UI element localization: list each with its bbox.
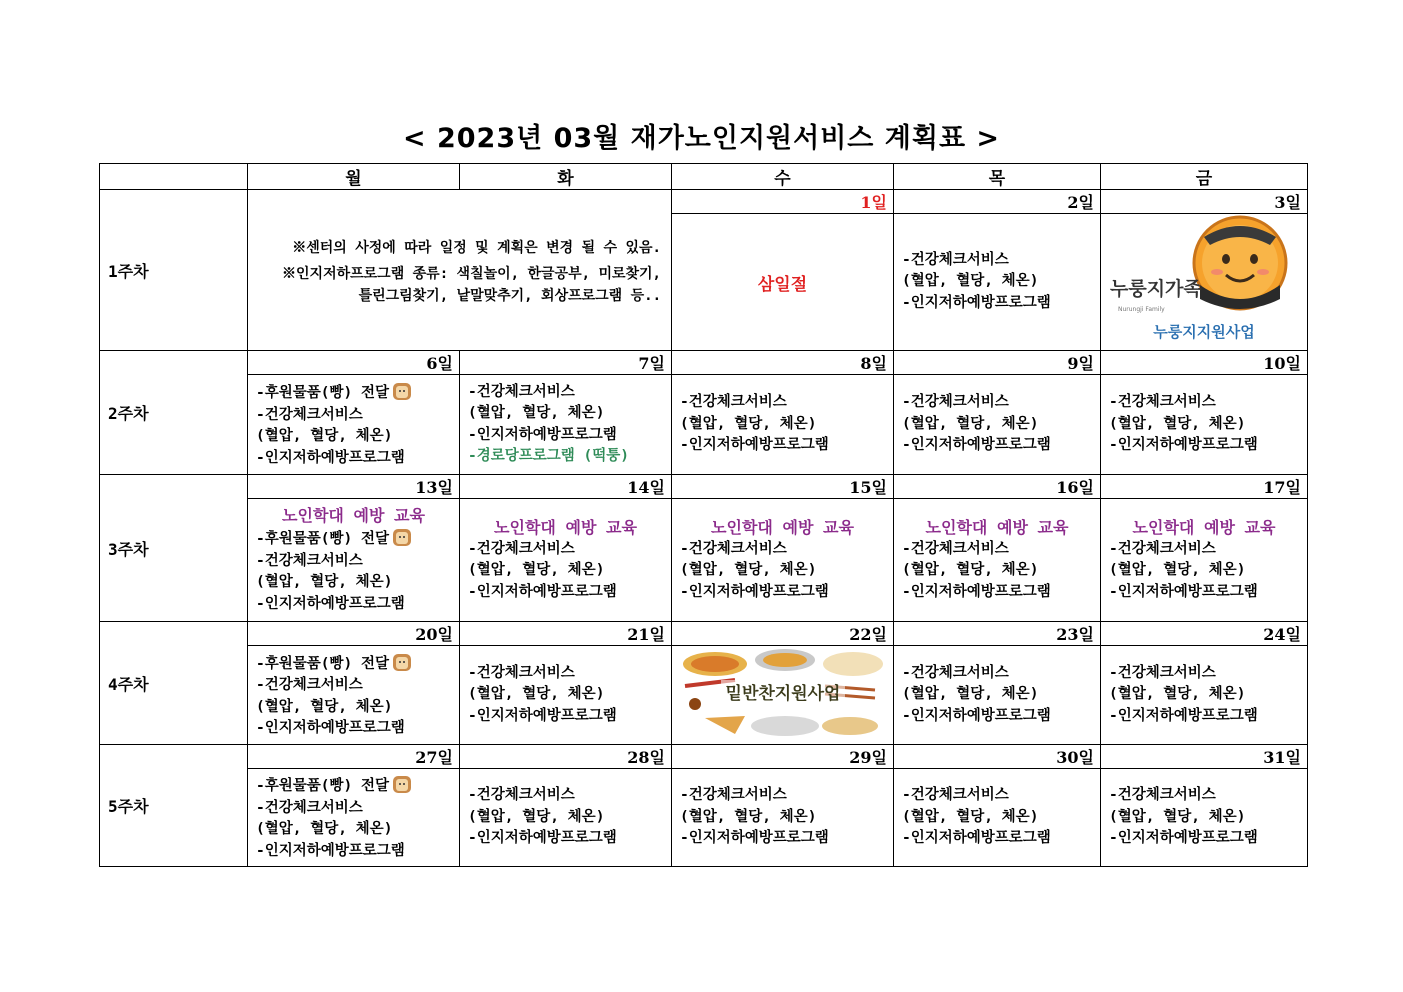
vitals: (혈압, 혈당, 체온) [468,808,605,825]
date-27: 27일 [248,745,460,769]
vitals: (혈압, 혈당, 체온) [680,808,817,825]
vitals: (혈압, 혈당, 체온) [902,808,1039,825]
header-mon: 월 [248,164,460,190]
cell-30 [894,769,1101,867]
vitals: (혈압, 혈당, 체온) [1109,562,1246,578]
notice-line-1: ※센터의 사정에 따라 일정 및 계획은 변경 될 수 있음. [292,240,661,256]
cognitive-program: -인지저하예방프로그램 [902,583,1051,600]
health-check: -건강체크서비스 [902,787,1009,804]
date-17: 17일 [1101,475,1308,499]
notice-line-2: ※인지저하프로그램 종류: 색칠놀이, 한글공부, 미로찾기, [282,266,661,282]
nurungji-logo-sub: Nurungji Family [1118,306,1165,313]
date-23: 23일 [894,622,1101,646]
cognitive-program: -인지저하예방프로그램 [256,842,405,859]
week-label-4: 4주차 [100,622,248,745]
cell-23 [894,646,1101,745]
cognitive-program: -인지저하예방프로그램 [1109,830,1258,847]
week4-content-row [100,646,1308,745]
health-check: -건강체크서비스 [468,383,575,400]
date-30: 30일 [894,745,1101,769]
donation [256,380,451,405]
week3-date-row [100,475,1308,499]
week-label-5: 5주차 [100,745,248,867]
date-15: 15일 [672,475,894,499]
cognitive-program: -인지저하예방프로그램 [468,583,617,600]
nurungji-caption: 누룽지지원사업 [1153,323,1255,341]
date-6: 6일 [248,351,460,375]
date-16: 16일 [894,475,1101,499]
vitals: (혈압, 혈당, 체온) [902,562,1039,578]
vitals: (혈압, 혈당, 체온) [468,562,605,578]
header-blank [100,164,248,190]
donation-text: -후원물품(빵) 전달 [256,655,389,672]
week1-date-row [100,190,1308,214]
food-dishes-icon [675,646,891,740]
cell-28 [460,769,672,867]
health-check: -건강체크서비스 [902,540,1009,557]
holiday-cell: 삼일절 [672,214,894,351]
date-14: 14일 [460,475,672,499]
cell-24 [1101,646,1308,745]
week5-content-row [100,769,1308,867]
week-label-2: 2주차 [100,351,248,475]
date-9: 9일 [894,351,1101,375]
health-check: -건강체크서비스 [468,787,575,804]
header-fri: 금 [1101,164,1308,190]
vitals: (혈압, 혈당, 체온) [680,415,817,432]
schedule-table [99,163,1308,867]
donation [256,526,451,551]
header-thu: 목 [894,164,1101,190]
date-28: 28일 [460,745,672,769]
cell-27 [248,769,460,867]
week2-date-row [100,351,1308,375]
cell-15 [672,499,894,622]
week-label-3: 3주차 [100,475,248,622]
date-13: 13일 [248,475,460,499]
cognitive-program: -인지저하예방프로그램 [256,720,405,736]
cell-6 [248,375,460,475]
week5-date-row [100,745,1308,769]
donation-text: -후원물품(빵) 전달 [256,531,389,548]
vitals: (혈압, 혈당, 체온) [902,273,1039,290]
cell-21 [460,646,672,745]
cell-8 [672,375,894,475]
cell-29 [672,769,894,867]
side-dish-cell [672,646,894,745]
vitals: (혈압, 혈당, 체온) [256,428,393,444]
donation-text: -후원물품(빵) 전달 [256,385,389,401]
cognitive-program: -인지저하예방프로그램 [1109,583,1258,600]
week4-date-row [100,622,1308,646]
education-label: 노인학대 예방 교육 [1132,518,1276,537]
cognitive-program: -인지저하예방프로그램 [468,707,617,724]
bread-icon [392,651,412,672]
education-label: 노인학대 예방 교육 [711,518,854,537]
side-dish-caption: 밑반찬지원사업 [725,684,840,704]
date-31: 31일 [1101,745,1308,769]
cell-14 [460,499,672,622]
education-label: 노인학대 예방 교육 [494,518,637,537]
cell-2 [894,214,1101,351]
date-21: 21일 [460,622,672,646]
health-check: -건강체크서비스 [256,406,363,423]
cognitive-program: -인지저하예방프로그램 [902,294,1051,311]
date-20: 20일 [248,622,460,646]
notice-cell [248,190,672,351]
cognitive-program: -인지저하예방프로그램 [256,595,405,612]
health-check: -건강체크서비스 [902,664,1009,681]
bread-icon [392,773,412,794]
cognitive-program: -인지저하예방프로그램 [468,830,617,847]
health-check: -건강체크서비스 [1109,394,1216,411]
cell-31 [1101,769,1308,867]
date-10: 10일 [1101,351,1308,375]
date-8: 8일 [672,351,894,375]
nurungji-logo-text: 누룽지가족 [1110,278,1202,300]
senior-center-program: -경로당프로그램 (떡퉁) [468,448,629,464]
date-24: 24일 [1101,622,1308,646]
vitals: (혈압, 혈당, 체온) [902,415,1039,432]
date-2: 2일 [894,190,1101,214]
vitals: (혈압, 혈당, 체온) [902,686,1039,703]
education-label: 노인학대 예방 교육 [925,518,1069,537]
health-check: -건강체크서비스 [680,787,787,804]
week-label-1: 1주차 [100,190,248,351]
cell-16 [894,499,1101,622]
health-check: -건강체크서비스 [256,799,363,816]
date-3: 3일 [1101,190,1308,214]
cell-20 [248,646,460,745]
week2-content-row [100,375,1308,475]
cognitive-program: -인지저하예방프로그램 [1109,437,1258,454]
cognitive-program: -인지저하예방프로그램 [680,437,829,454]
header-row [100,164,1308,190]
vitals: (혈압, 혈당, 체온) [680,562,817,578]
cognitive-program: -인지저하예방프로그램 [680,583,829,600]
cell-10 [1101,375,1308,475]
date-22: 22일 [672,622,894,646]
cognitive-program: -인지저하예방프로그램 [902,830,1051,847]
nurungji-logo-icon [1104,215,1304,345]
date-1: 1일 [672,190,894,214]
page-title: < 2023년 03월 재가노인지원서비스 계획표 > [402,123,1001,154]
donation [256,773,451,798]
vitals: (혈압, 혈당, 체온) [1109,808,1246,825]
health-check: -건강체크서비스 [256,552,363,569]
health-check: -건강체크서비스 [1109,787,1216,804]
nurungji-cell [1101,214,1308,351]
education-label: 노인학대 예방 교육 [282,505,425,525]
cell-13 [248,499,460,622]
health-check: -건강체크서비스 [680,394,787,411]
donation [256,651,451,676]
vitals: (혈압, 혈당, 체온) [256,821,393,837]
health-check: -건강체크서비스 [468,540,575,557]
vitals: (혈압, 혈당, 체온) [1109,686,1246,703]
notice-line-3: 틀린그림찾기, 낱말맞추기, 회상프로그램 등.. [358,288,661,304]
vitals: (혈압, 혈당, 체온) [1109,415,1246,432]
health-check: -건강체크서비스 [256,677,363,693]
cell-9 [894,375,1101,475]
health-check: -건강체크서비스 [680,540,787,557]
health-check: -건강체크서비스 [902,251,1009,268]
health-check: -건강체크서비스 [902,394,1009,411]
vitals: (혈압, 혈당, 체온) [468,686,605,703]
bread-icon [392,380,412,401]
donation-text: -후원물품(빵) 전달 [256,778,389,794]
cognitive-program: -인지저하예방프로그램 [902,707,1051,724]
health-check: -건강체크서비스 [1109,540,1216,557]
cognitive-program: -인지저하예방프로그램 [680,830,829,847]
date-7: 7일 [460,351,672,375]
cognitive-program: -인지저하예방프로그램 [256,449,405,466]
cognitive-program: -인지저하예방프로그램 [468,426,617,443]
vitals: (혈압, 혈당, 체온) [256,698,393,715]
vitals: (혈압, 혈당, 체온) [256,574,393,591]
date-29: 29일 [672,745,894,769]
cognitive-program: -인지저하예방프로그램 [1109,707,1258,724]
cell-17 [1101,499,1308,622]
health-check: -건강체크서비스 [468,664,575,681]
health-check: -건강체크서비스 [1109,664,1216,681]
header-tue: 화 [460,164,672,190]
bread-icon [392,526,412,547]
cell-7 [460,375,672,475]
header-wed: 수 [672,164,894,190]
vitals: (혈압, 혈당, 체온) [468,405,605,421]
cognitive-program: -인지저하예방프로그램 [902,437,1051,454]
week3-content-row [100,499,1308,622]
